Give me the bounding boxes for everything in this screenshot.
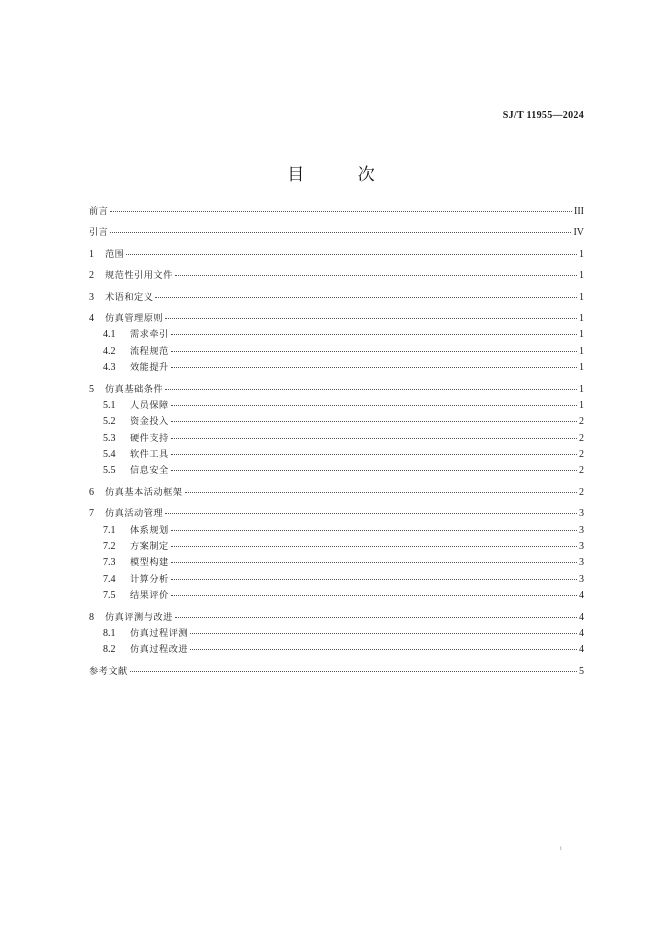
dot-leader xyxy=(190,632,577,634)
toc-entry[interactable] xyxy=(89,572,584,588)
toc-entry[interactable] xyxy=(89,485,584,501)
toc-entry-label: 仿真过程改进 xyxy=(130,644,189,656)
toc-entry-number: 8.2 xyxy=(103,644,116,656)
toc-entry-page: III xyxy=(574,206,584,217)
toc-entry-label: 结果评价 xyxy=(130,590,169,602)
toc-entry-page: 3 xyxy=(579,557,584,569)
dot-leader xyxy=(165,512,577,514)
toc-entry-number: 8 xyxy=(89,611,94,623)
toc-entry[interactable] xyxy=(89,610,584,626)
toc-entry-number: 1 xyxy=(89,248,94,260)
standard-code: SJ/T 11955—2024 xyxy=(502,110,584,121)
toc-entry-page: 3 xyxy=(579,573,584,585)
toc-entry[interactable] xyxy=(89,642,584,658)
dot-leader xyxy=(165,317,577,319)
toc-entry[interactable] xyxy=(89,344,584,360)
toc-entry-page: 1 xyxy=(579,270,584,282)
dot-leader xyxy=(171,420,577,422)
toc-entry-page: 1 xyxy=(579,312,584,324)
toc-entry-number: 4.1 xyxy=(103,329,116,341)
toc-entry-number: 5.2 xyxy=(103,416,116,428)
toc-entry-label: 参考文献 xyxy=(89,665,128,677)
toc-entry-page: 1 xyxy=(579,399,584,411)
dot-leader xyxy=(171,529,577,531)
toc-entry[interactable] xyxy=(89,506,584,522)
dot-leader xyxy=(171,453,577,455)
toc-entry-label: 仿真评测与改进 xyxy=(105,611,173,623)
dot-leader xyxy=(171,350,577,352)
toc-entry[interactable] xyxy=(89,463,584,479)
toc-entry-label: 术语和定义 xyxy=(105,291,154,303)
dot-leader xyxy=(171,469,577,471)
toc-entry[interactable] xyxy=(89,588,584,604)
toc-entry-label: 信息安全 xyxy=(130,465,169,477)
toc-entry-number: 4.3 xyxy=(103,362,116,374)
toc-entry-page: 2 xyxy=(579,486,584,498)
toc-entry[interactable] xyxy=(89,431,584,447)
dot-leader xyxy=(171,545,577,547)
toc-entry[interactable] xyxy=(89,382,584,398)
toc-entry-label: 模型构建 xyxy=(130,557,169,569)
toc-entry-number: 5 xyxy=(89,383,94,395)
toc-entry[interactable] xyxy=(89,225,584,241)
toc-entry-number: 5.5 xyxy=(103,465,116,477)
toc-entry[interactable] xyxy=(89,247,584,263)
toc-entry-number: 7.1 xyxy=(103,524,116,536)
toc-entry-page: 3 xyxy=(579,541,584,553)
toc-entry[interactable] xyxy=(89,311,584,327)
toc-entry-number: 7.5 xyxy=(103,590,116,602)
toc-entry-page: 2 xyxy=(579,449,584,461)
toc-entry-page: 1 xyxy=(579,291,584,303)
toc-entry-number: 2 xyxy=(89,270,94,282)
dot-leader xyxy=(175,616,577,618)
toc-entry[interactable] xyxy=(89,523,584,539)
dot-leader xyxy=(171,437,577,439)
toc-entry[interactable] xyxy=(89,539,584,555)
dot-leader xyxy=(126,253,577,255)
toc-entry-page: 2 xyxy=(579,432,584,444)
toc-entry-label: 流程规范 xyxy=(130,345,169,357)
toc-entry-page: IV xyxy=(573,227,584,239)
toc-entry[interactable] xyxy=(89,327,584,343)
dot-leader xyxy=(130,670,577,672)
toc-entry-page: 1 xyxy=(579,383,584,395)
toc-entry-page: 4 xyxy=(579,644,584,656)
toc-entry-number: 7.3 xyxy=(103,557,116,569)
toc-entry-page: 1 xyxy=(579,362,584,374)
toc-entry[interactable] xyxy=(89,290,584,306)
toc-title: 目 次 xyxy=(287,165,399,185)
toc-entry-label: 仿真基础条件 xyxy=(105,383,164,395)
toc-entry-page: 5 xyxy=(579,665,584,677)
dot-leader xyxy=(175,274,577,276)
dot-leader xyxy=(155,296,577,298)
toc-entry-number: 4 xyxy=(89,312,94,324)
dot-leader xyxy=(190,648,577,650)
toc-entry-label: 效能提升 xyxy=(130,362,169,374)
toc-entry-label: 仿真基本活动框架 xyxy=(105,486,183,498)
toc-entry[interactable] xyxy=(89,360,584,376)
dot-leader xyxy=(171,561,577,563)
dot-leader xyxy=(165,388,577,390)
toc-entry-number: 7 xyxy=(89,508,94,520)
toc-entry-label: 仿真管理原则 xyxy=(105,312,164,324)
toc-entry-page: 1 xyxy=(579,345,584,357)
toc-entry-number: 3 xyxy=(89,291,94,303)
toc-entry-number: 7.2 xyxy=(103,541,116,553)
toc-entry-label: 规范性引用文件 xyxy=(105,270,173,282)
toc-entry-label: 体系规划 xyxy=(130,524,169,536)
toc-entry-number: 5.1 xyxy=(103,399,116,411)
toc-entry-page: 2 xyxy=(579,465,584,477)
toc-entry-label: 需求牵引 xyxy=(130,329,169,341)
toc-entry-label: 方案制定 xyxy=(130,541,169,553)
table-of-contents xyxy=(89,204,584,680)
toc-entry[interactable] xyxy=(89,204,584,220)
toc-entry-page: 2 xyxy=(579,416,584,428)
toc-entry-label: 范围 xyxy=(105,248,125,260)
toc-entry-page: 3 xyxy=(579,508,584,520)
toc-entry-page: 4 xyxy=(579,590,584,602)
dot-leader xyxy=(171,366,577,368)
toc-entry-number: 8.1 xyxy=(103,627,116,639)
toc-entry-label: 计算分析 xyxy=(130,573,169,585)
toc-entry-page: 1 xyxy=(579,329,584,341)
dot-leader xyxy=(185,491,578,493)
toc-entry-number: 6 xyxy=(89,486,94,498)
toc-entry-number: 7.4 xyxy=(103,573,116,585)
dot-leader xyxy=(171,594,577,596)
toc-entry-page: 3 xyxy=(579,524,584,536)
toc-entry[interactable] xyxy=(89,626,584,642)
toc-entry-page: 4 xyxy=(579,611,584,623)
toc-entry[interactable] xyxy=(89,414,584,430)
toc-entry-label: 硬件支持 xyxy=(130,432,169,444)
toc-entry-label: 资金投入 xyxy=(130,416,169,428)
toc-entry-label: 仿真活动管理 xyxy=(105,508,164,520)
toc-entry[interactable] xyxy=(89,664,584,680)
toc-entry-page: 1 xyxy=(579,248,584,260)
dot-leader xyxy=(110,210,572,212)
toc-entry-label: 人员保障 xyxy=(130,399,169,411)
toc-entry-label: 引言 xyxy=(89,227,109,239)
toc-entry-label: 仿真过程评测 xyxy=(130,627,189,639)
toc-entry-number: 4.2 xyxy=(103,345,116,357)
toc-entry[interactable] xyxy=(89,268,584,284)
toc-entry[interactable] xyxy=(89,555,584,571)
toc-entry-label: 前言 xyxy=(89,206,109,217)
toc-entry-number: 5.4 xyxy=(103,449,116,461)
dot-leader xyxy=(171,578,577,580)
toc-entry-number: 5.3 xyxy=(103,432,116,444)
toc-entry-page: 4 xyxy=(579,627,584,639)
toc-entry[interactable] xyxy=(89,447,584,463)
toc-entry[interactable] xyxy=(89,398,584,414)
dot-leader xyxy=(171,333,577,335)
toc-entry-label: 软件工具 xyxy=(130,449,169,461)
dot-leader xyxy=(110,231,571,233)
corner-mark: i xyxy=(560,846,562,852)
dot-leader xyxy=(171,404,577,406)
